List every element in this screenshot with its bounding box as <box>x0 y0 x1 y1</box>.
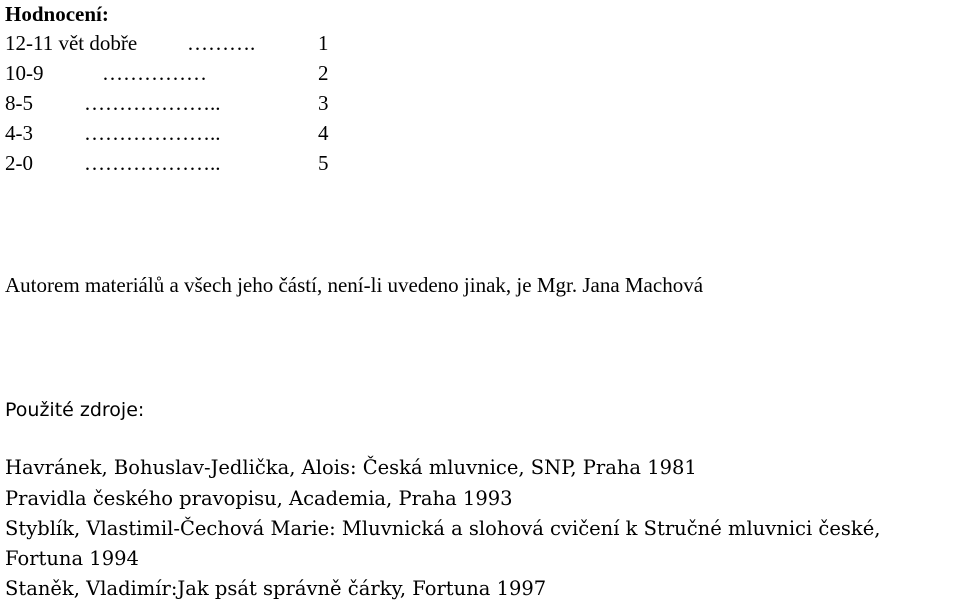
grade-dots: ……………….. <box>84 151 221 175</box>
grade-range: 12-11 vět dobře <box>5 31 138 55</box>
grade-range: 2-0 <box>5 151 33 175</box>
source-item: Staněk, Vladimír:Jak psát správně čárky, Fortuna 1997 <box>5 577 547 600</box>
grade-range: 10-9 <box>5 61 44 85</box>
grade-mark: 5 <box>318 151 329 175</box>
grade-dots: ………. <box>187 31 256 55</box>
grade-range: 8-5 <box>5 91 33 115</box>
grade-mark: 1 <box>318 31 329 55</box>
source-item: Styblík, Vlastimil-Čechová Marie: Mluvnická a slohová cvičení k Stručné mluvnici české, <box>5 517 881 540</box>
grade-mark: 4 <box>318 121 329 145</box>
grading-heading: Hodnocení: <box>5 2 109 26</box>
grade-dots: …………… <box>102 61 207 85</box>
source-item: Havránek, Bohuslav-Jedlička, Alois: Česká mluvnice, SNP, Praha 1981 <box>5 456 697 479</box>
source-item: Pravidla českého pravopisu, Academia, Praha 1993 <box>5 487 513 510</box>
grade-mark: 2 <box>318 61 329 85</box>
grade-dots: ……………….. <box>84 91 221 115</box>
grade-mark: 3 <box>318 91 329 115</box>
grade-dots: ……………….. <box>84 121 221 145</box>
author-note: Autorem materiálů a všech jeho částí, není-li uvedeno jinak, je Mgr. Jana Machová <box>5 273 704 297</box>
source-item: Fortuna 1994 <box>5 547 139 570</box>
sources-heading: Použité zdroje: <box>5 399 145 421</box>
grade-range: 4-3 <box>5 121 33 145</box>
